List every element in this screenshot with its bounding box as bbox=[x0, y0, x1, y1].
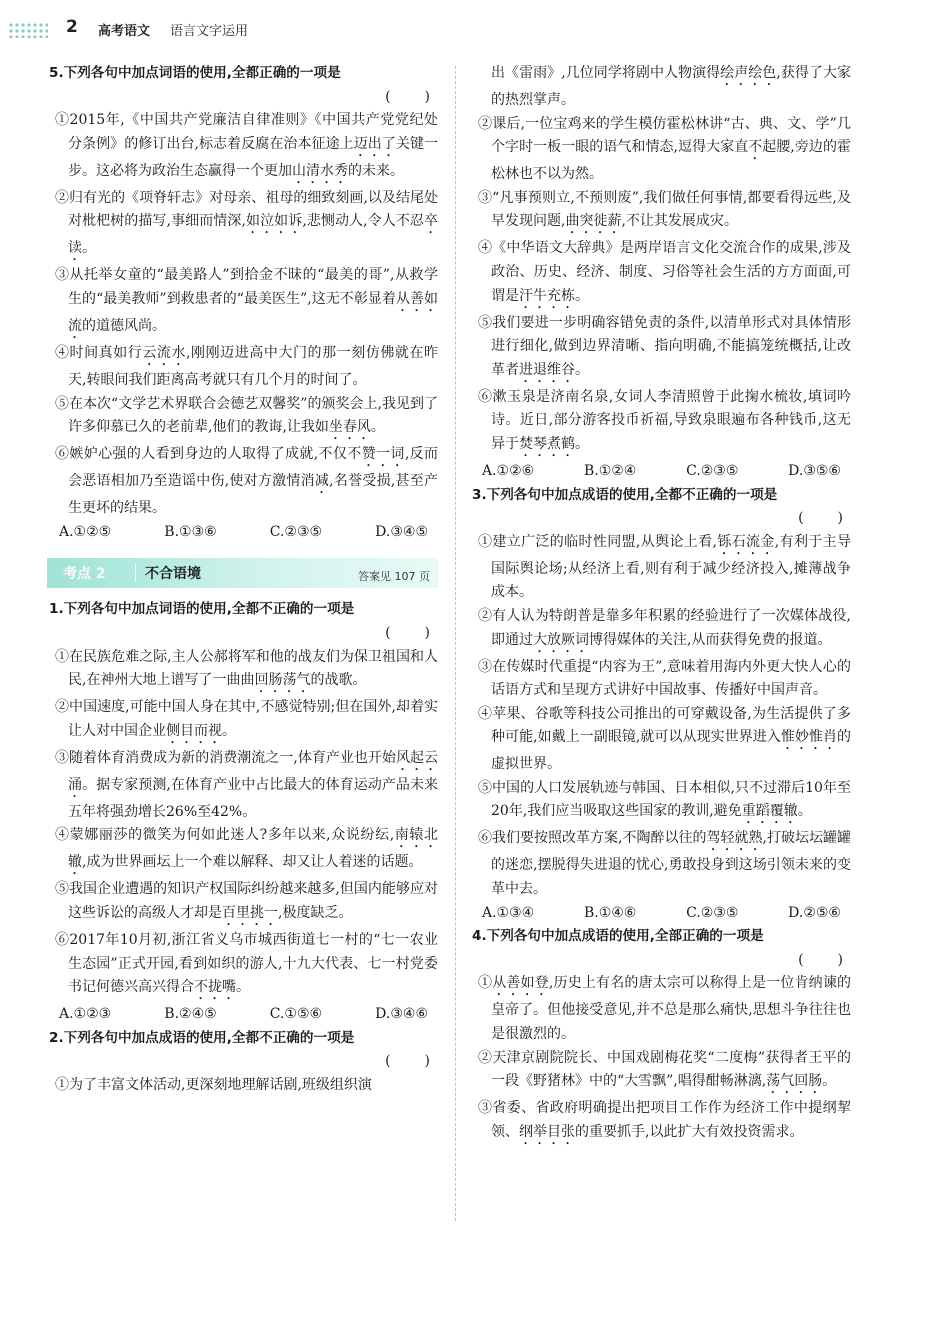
item-text: 起腰,旁边的霍松林也不以为然。 bbox=[491, 139, 851, 183]
item-text: ,不让其发展成灾。 bbox=[621, 213, 738, 230]
right-column bbox=[472, 62, 852, 1148]
dotted-phrase: 云流水 bbox=[142, 344, 187, 361]
item-text: ①为了丰富文体活动,更深刻地理解话剧,班级组织演 bbox=[55, 1076, 372, 1093]
list-item bbox=[55, 342, 438, 393]
answer-option: C.②③⑤ bbox=[686, 904, 739, 921]
item-text: ⑥我们要按照改革方案,不陶醉以往的 bbox=[478, 830, 707, 847]
item-text: ,名誉受损,甚至产生更坏的结果。 bbox=[68, 473, 439, 517]
item-text: 。据专家预测,在体育产业中占比最大的体育运动产品未来五年将强劲增长26%至42%。 bbox=[68, 776, 438, 820]
list-item bbox=[478, 531, 851, 605]
list-item bbox=[55, 1074, 438, 1098]
dotted-phrase: 卒读 bbox=[68, 213, 438, 257]
item-text: ②中国速度,可能中国人身在其中,不感觉特别;但在国外,却着实让人对中国企业 bbox=[55, 699, 438, 739]
answer-paren: ( ) bbox=[385, 88, 432, 105]
item-text: ⑥2017年10月初,浙江省义乌市城西街道七一村的“七一农业生态园”正式开园,看到如织的游人,十九大代表、七一村党委书记何德兴高兴得合 bbox=[55, 931, 438, 996]
item-text: ③随着体育消费成为新的消费潮流之一,体育产业也开始 bbox=[55, 749, 396, 766]
item-text: 。 bbox=[822, 1073, 837, 1090]
question-stem: 4.下列各句中加点成语的使用,全部正确的一项是 bbox=[472, 928, 764, 945]
decorative-dots bbox=[8, 22, 48, 38]
item-list bbox=[55, 109, 438, 521]
chapter-title: 语言文字运用 bbox=[170, 24, 249, 39]
answer-paren: ( ) bbox=[798, 951, 845, 968]
item-list bbox=[478, 531, 851, 902]
dotted-phrase: 曲突徙薪 bbox=[565, 213, 622, 230]
item-list bbox=[478, 972, 851, 1147]
dotted-phrase: 大放厥词 bbox=[533, 631, 589, 648]
list-item bbox=[478, 237, 851, 311]
item-text: ②有人认为特朗普是靠多年积累的经验进行了一次媒体战役,即通过 bbox=[478, 607, 851, 648]
answer-paren: ( ) bbox=[798, 510, 845, 527]
answer-ref: 答案见 107 页 bbox=[358, 570, 430, 584]
answer-option: A.①②⑤ bbox=[59, 523, 112, 540]
item-text: 的重要抓手,以此扩大有效投资需求。 bbox=[575, 1123, 804, 1140]
list-item bbox=[478, 605, 851, 656]
question-1 bbox=[49, 598, 439, 1026]
item-text: 。 bbox=[370, 419, 385, 436]
list-item bbox=[55, 393, 438, 444]
dotted-phrase: 山清水秀 bbox=[292, 162, 348, 179]
book-title: 高考语文 bbox=[98, 24, 151, 39]
item-text: 关键一步。这必将为政治生态赢得一个更加 bbox=[68, 135, 439, 179]
answer-option: A.①②⑥ bbox=[482, 462, 535, 479]
item-list bbox=[55, 1074, 438, 1098]
answer-option: A.①③④ bbox=[482, 904, 535, 921]
section-title: 不合语境 bbox=[145, 566, 201, 583]
option-row bbox=[55, 521, 438, 545]
item-text: 博得媒体的关注,从而获得免费的报道。 bbox=[589, 631, 832, 648]
dotted-phrase: 坐春风 bbox=[328, 419, 371, 436]
answer-option: C.②③⑤ bbox=[269, 523, 323, 540]
list-item bbox=[478, 113, 851, 187]
item-text: ③从托举女童的“最美路人”到拾金不昧的“最美的哥”,从救学生的“最美教师”到救患者的“最美医生”,这无不彰显着 bbox=[55, 267, 438, 307]
item-text: ④苹果、谷歌等科技公司推出的可穿戴设备,为生活提供了多种可能,如戴上一副眼镜,就可以从现实世界进入 bbox=[478, 705, 851, 746]
option-row bbox=[478, 460, 851, 484]
list-item bbox=[478, 386, 851, 460]
dotted-phrase: 回肠荡气 bbox=[254, 672, 311, 689]
list-item bbox=[478, 777, 851, 828]
item-text: ⑤我国企业遭遇的知识产权国际纠纷越来越多,但国内能够应对这些诉讼的高级人才却是 bbox=[55, 881, 438, 921]
dotted-phrase: 重蹈覆辙 bbox=[741, 803, 798, 820]
list-item bbox=[55, 646, 438, 697]
item-text: ⑤中国的人口发展轨迹与韩国、日本相似,只不过滞后10年至20年,我们应当吸取这些国家的教训,避免 bbox=[478, 779, 851, 820]
dotted-phrase: 惟妙惟肖 bbox=[780, 729, 837, 746]
item-text: ⑤在本次“文学艺术界联合会德艺双馨奖”的颁奖会上,我见到了许多仰慕已久的老前辈,他们的教诲,让我如 bbox=[55, 395, 438, 436]
dotted-phrase: 从善如登 bbox=[492, 975, 549, 992]
question-stem: 3.下列各句中加点成语的使用,全都不正确的一项是 bbox=[472, 486, 778, 503]
item-text: 。 bbox=[797, 803, 812, 820]
item-text: ,反而会恶语相加乃至造谣中伤,使对方激情消 bbox=[68, 446, 439, 490]
dotted-phrase: 迈出了 bbox=[353, 135, 396, 152]
answer-option: D.③④⑤ bbox=[375, 523, 428, 540]
page-number: 2 bbox=[66, 17, 78, 37]
item-text: ②归有光的《项脊轩志》对母亲、祖母的细致刻画,以及结尾处对枇杷树的描写,事细而情深, bbox=[55, 189, 438, 230]
left-column bbox=[49, 62, 439, 1097]
list-item bbox=[478, 703, 851, 777]
option-row bbox=[55, 1003, 438, 1027]
item-text: ,悲恻动人,令人不忍 bbox=[302, 213, 424, 230]
dotted-phrase: 焚琴煮鹤 bbox=[519, 435, 575, 452]
item-text: ⑥漱玉泉是济南名泉,女词人李清照曾于此掬水梳妆,填词吟诗。近日,部分游客投币祈福,导致泉眼遍布各种钱币,这无异于 bbox=[478, 388, 851, 452]
dotted-phrase: 进退维谷 bbox=[519, 361, 575, 378]
item-text: ,获得了大家的热烈掌声。 bbox=[491, 65, 852, 108]
list-item bbox=[55, 747, 438, 825]
list-item bbox=[55, 929, 438, 1003]
item-text: ,历史上有名的唐太宗可以称得上是一位肯纳谏的皇帝了。但他接受意见,并不总是那么痛快,思想斗争往往也是很激烈的。 bbox=[491, 975, 852, 1043]
item-text: ①建立广泛的临时性同盟,从舆论上看, bbox=[478, 533, 717, 550]
item-text: ④时间真如行 bbox=[55, 344, 143, 361]
item-text: 。 bbox=[575, 435, 589, 452]
item-text: ⑥嫉妒心强的人看到身边的人取得了成就,不仅不 bbox=[55, 446, 362, 463]
answer-option: A.①②③ bbox=[59, 1006, 112, 1023]
item-list bbox=[478, 62, 851, 460]
question-stem: 2.下列各句中加点成语的使用,全都不正确的一项是 bbox=[49, 1029, 355, 1046]
list-item bbox=[478, 972, 851, 1046]
column-divider bbox=[455, 66, 456, 1221]
list-item bbox=[55, 824, 438, 878]
answer-option: D.③⑤⑥ bbox=[788, 462, 841, 479]
dotted-phrase: 纲举目张 bbox=[519, 1123, 575, 1140]
item-text: 。 bbox=[575, 361, 589, 378]
item-text: 。 bbox=[236, 979, 250, 996]
dotted-phrase: 赞一词 bbox=[361, 446, 405, 463]
question-2 bbox=[49, 1027, 438, 1098]
dotted-phrase: 铄石流金 bbox=[716, 533, 775, 550]
question-2-continued bbox=[478, 62, 851, 484]
item-text: ③省委、省政府明确提出把项目工作作为经济工作中提纲挈领、 bbox=[478, 1100, 851, 1140]
item-text: ,刚刚迈进高中大门的那一刻仿佛就在昨天,转眼间我们距离高考就只有几个月的时间了。 bbox=[68, 344, 439, 388]
item-text: ③“凡事预则立,不预则废”,我们做任何事情,都要看得远些,及早发现问题, bbox=[478, 189, 851, 230]
dotted-phrase: 南辕北辙 bbox=[68, 827, 438, 871]
section-label: 考点 2 bbox=[63, 566, 106, 583]
item-text: 的未来。 bbox=[348, 162, 404, 179]
list-item bbox=[478, 62, 851, 113]
dotted-phrase: 绘声绘色 bbox=[720, 65, 777, 81]
dotted-phrase: 风起云涌 bbox=[68, 749, 439, 793]
item-text: 。 bbox=[575, 287, 589, 304]
question-3 bbox=[472, 484, 852, 926]
item-text: 的道德风尚。 bbox=[82, 317, 166, 334]
question-5 bbox=[49, 62, 439, 544]
list-item bbox=[55, 443, 438, 521]
item-text: 。 bbox=[222, 722, 236, 739]
item-text: ④蒙娜丽莎的微笑为何如此迷人?多年以来,众说纷纭, bbox=[55, 827, 395, 844]
item-text: ①2015年,《中国共产党廉洁自律准则》《中国共产党党纪处分条例》的修订出台,标志着反腐在治本征途上 bbox=[55, 112, 438, 152]
answer-option: B.②④⑤ bbox=[164, 1006, 217, 1023]
item-text: ③在传媒时代重提“内容为王”,意味着用海内外更大快人心的话语方式和呈现方式讲好中国故事、传播好中国声音。 bbox=[478, 658, 851, 699]
dotted-phrase: 荡气回肠 bbox=[766, 1073, 823, 1090]
list-item bbox=[478, 187, 851, 238]
answer-option: B.①④⑥ bbox=[583, 904, 637, 921]
item-text: 出《雷雨》,几位同学将剧中人物演得 bbox=[491, 65, 721, 81]
page-header bbox=[0, 0, 950, 54]
dotted-phrase: 侧目而视 bbox=[166, 722, 222, 739]
item-text: 的虚拟世界。 bbox=[491, 729, 851, 773]
item-text: ,有利于主导国际舆论场;从经济上看,则有利于减少经济投入,摊薄战争成本。 bbox=[491, 533, 852, 601]
section-banner bbox=[47, 558, 438, 588]
answer-option: C.②③⑤ bbox=[686, 462, 739, 479]
dotted-phrase: 如泣如诉 bbox=[245, 213, 303, 230]
answer-option: D.③④⑥ bbox=[375, 1006, 428, 1023]
question-4 bbox=[472, 925, 852, 1148]
item-text: 。 bbox=[82, 240, 96, 257]
list-item bbox=[478, 656, 851, 703]
item-text: ①在民族危难之际,主人公郝将军和他的战友们为保卫祖国和人民,在神州大地上谱写了一曲曲 bbox=[55, 648, 438, 689]
list-item bbox=[478, 312, 851, 386]
item-text: ,极度缺乏。 bbox=[278, 904, 353, 921]
dotted-phrase: 减 bbox=[314, 473, 330, 490]
list-item bbox=[55, 264, 438, 342]
item-list bbox=[55, 646, 438, 1004]
answer-option: B.①③⑥ bbox=[164, 523, 217, 540]
question-stem: 5.下列各句中加点词语的使用,全都正确的一项是 bbox=[49, 65, 341, 81]
item-text: ②天津京剧院院长、中国戏剧梅花奖“二度梅”获得者王平的一段《野猪林》中的“大雪飘”,唱得酣畅淋漓, bbox=[478, 1049, 851, 1090]
dotted-phrase: 驾轻就熟 bbox=[706, 830, 763, 847]
item-text: ②课后,一位宝鸡来的学生模仿霍松林讲“古、典、文、学”几个字时一板一眼的语气和情态,逗得大家直 bbox=[478, 115, 851, 156]
answer-option: B.①②④ bbox=[583, 462, 637, 479]
item-text: ⑤我们要进一步明确容错免责的条件,以清单形式对具体情形进行细化,做到边界清晰、指向明确,不能搞笼统概括,让改革者 bbox=[478, 314, 851, 378]
dotted-phrase: 汗牛充栋 bbox=[519, 287, 575, 304]
list-item bbox=[478, 1047, 851, 1098]
dotted-phrase: 从善如流 bbox=[68, 290, 439, 334]
answer-option: D.②⑤⑥ bbox=[788, 904, 841, 921]
list-item bbox=[478, 1097, 851, 1148]
dotted-phrase: 百里挑一 bbox=[222, 904, 278, 921]
item-text: ,打破坛坛罐罐的迷恋,摆脱得失进退的忧心,勇敢投身到这场引领未来的变革中去。 bbox=[491, 830, 852, 898]
item-text: ④《中华语文大辞典》是两岸语言文化交流合作的成果,涉及政治、历史、经济、制度、习俗等社会生活的方方面面,可谓是 bbox=[478, 240, 851, 304]
dotted-phrase: 不 bbox=[748, 139, 763, 156]
item-text: ,成为世界画坛上一个难以解释、却又让人着迷的话题。 bbox=[82, 854, 423, 871]
question-stem: 1.下列各句中加点词语的使用,全都不正确的一项是 bbox=[49, 601, 355, 618]
answer-paren: ( ) bbox=[385, 624, 432, 641]
list-item bbox=[55, 109, 438, 187]
option-row bbox=[478, 902, 851, 926]
answer-option: C.①⑤⑥ bbox=[269, 1006, 323, 1023]
answer-paren: ( ) bbox=[385, 1053, 432, 1070]
list-item bbox=[55, 878, 438, 929]
list-item bbox=[478, 827, 851, 901]
dotted-phrase: 不拢嘴 bbox=[194, 979, 236, 996]
list-item bbox=[55, 187, 438, 265]
item-text: 的战歌。 bbox=[310, 672, 367, 689]
list-item bbox=[55, 696, 438, 747]
item-text: ① bbox=[478, 975, 493, 992]
